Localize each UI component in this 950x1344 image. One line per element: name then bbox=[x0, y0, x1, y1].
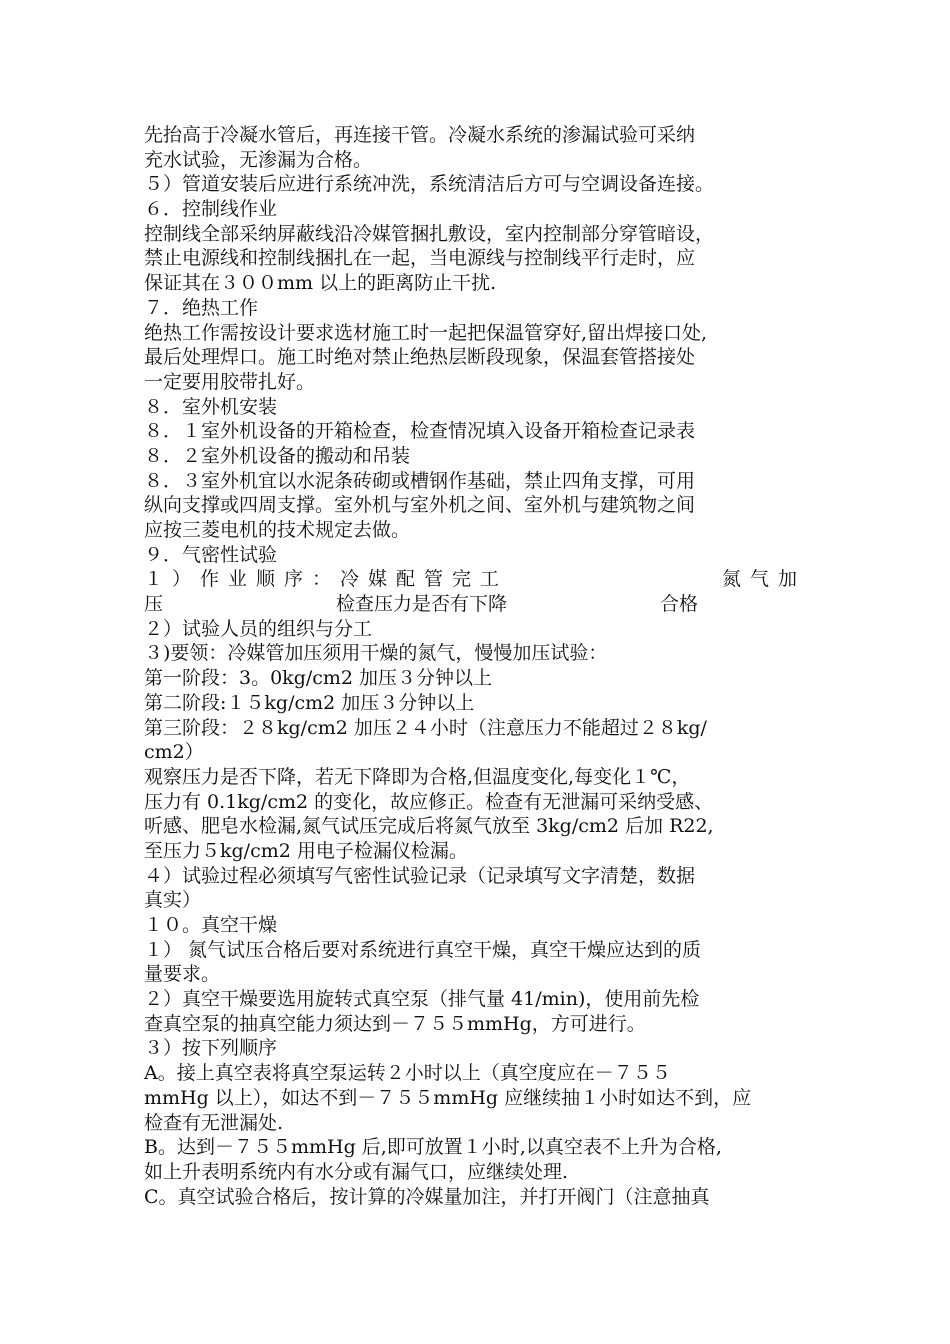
paragraph-line: 最后处理焊口。施工时绝对禁止绝热层断段现象，保温套管搭接处 bbox=[144, 346, 696, 369]
section-heading: ６．控制线作业 bbox=[144, 198, 278, 221]
sequence-steps: １）作业顺序：冷媒配管完工 bbox=[144, 568, 509, 591]
paragraph-line: B。达到－７５５mmHg 后,即可放置１小时,以真空表不上升为合格, bbox=[144, 1136, 722, 1159]
paragraph-line: 控制线全部采纳屏蔽线沿冷媒管捆扎敷设，室内控制部分穿管暗设， bbox=[144, 222, 715, 245]
paragraph-line: 纵向支撑或四周支撑。室外机与室外机之间、室外机与建筑物之间 bbox=[144, 494, 696, 517]
paragraph-line: 先抬高于冷凝水管后，再连接干管。冷凝水系统的渗漏试验可采纳 bbox=[144, 124, 696, 146]
sequence-line-2 bbox=[144, 592, 814, 617]
paragraph-line: 至压力５kg/cm2 用电子检漏仪检漏。 bbox=[144, 839, 468, 862]
sequence-line-1 bbox=[144, 567, 814, 592]
paragraph-line: A。接上真空表将真空泵运转２小时以上（真空度应在－７５５ bbox=[144, 1062, 671, 1085]
paragraph-line: ８．３室外机宜以水泥条砖砌或槽钢作基础，禁止四角支撑，可用 bbox=[144, 469, 696, 492]
paragraph-line: ２）试验人员的组织与分工 bbox=[144, 617, 373, 640]
paragraph-line: cm2） bbox=[144, 741, 204, 764]
paragraph-line: 第三阶段：２８kg/cm2 加压２４小时（注意压力不能超过２８kg/ bbox=[144, 716, 707, 739]
paragraph-line: 第一阶段：3。0kg/cm2 加压３分钟以上 bbox=[144, 667, 493, 690]
section-heading: １０。真空干燥 bbox=[144, 914, 278, 936]
paragraph-line: 保证其在３００mm 以上的距离防止干扰. bbox=[144, 272, 497, 295]
section-heading: ８．室外机安装 bbox=[144, 395, 278, 418]
paragraph-line: 听感、肥皂水检漏,氮气试压完成后将氮气放至 3kg/cm2 后加 R22, bbox=[144, 815, 714, 838]
paragraph-line: ２）真空干燥要选用旋转式真空泵（排气量 41/min)，使用前先检 bbox=[144, 988, 700, 1011]
document-body bbox=[144, 123, 814, 1209]
paragraph-line: 一定要用胶带扎好。 bbox=[144, 370, 316, 393]
section-heading: ９．气密性试验 bbox=[144, 543, 278, 566]
paragraph-line: 观察压力是否下降，若无下降即为合格,但温度变化,每变化１℃， bbox=[144, 765, 691, 788]
paragraph-line: 充水试验，无渗漏为合格。 bbox=[144, 148, 373, 171]
paragraph-line: 第二阶段:１５kg/cm2 加压３分钟以上 bbox=[144, 691, 475, 714]
paragraph-line: 应按三菱电机的技术规定去做。 bbox=[144, 519, 411, 541]
paragraph-line: 如上升表明系统内有水分或有漏气口，应继续处理. bbox=[144, 1160, 569, 1183]
paragraph-line: 检查有无泄漏处. bbox=[144, 1111, 284, 1134]
paragraph-line: 压力有 0.1kg/cm2 的变化，故应修正。检查有无泄漏可采纳受感、 bbox=[144, 790, 714, 813]
paragraph-line: ５）管道安装后应进行系统冲洗，系统清洁后方可与空调设备连接。 bbox=[144, 173, 715, 196]
paragraph-line: 查真空泵的抽真空能力须达到－７５５mmHg，方可进行。 bbox=[144, 1012, 646, 1035]
section-heading: ７．绝热工作 bbox=[144, 296, 259, 319]
sequence-pressurize: 压 bbox=[144, 593, 164, 616]
paragraph-line: ３)要领：冷媒管加压须用干燥的氮气，慢慢加压试验： bbox=[144, 642, 608, 665]
paragraph-line: ４）试验过程必须填写气密性试验记录（记录填写文字清楚，数据 bbox=[144, 864, 696, 887]
sequence-check: 检查压力是否有下降 bbox=[336, 593, 508, 616]
paragraph-line: ８．２室外机设备的搬动和吊装 bbox=[144, 444, 411, 467]
paragraph-line: ８．１室外机设备的开箱检查，检查情况填入设备开箱检查记录表 bbox=[144, 420, 696, 443]
paragraph-line: mmHg 以上），如达不到－７５５mmHg 应继续抽１小时如达不到，应 bbox=[144, 1086, 752, 1109]
paragraph-line: 绝热工作需按设计要求选材施工时一起把保温管穿好,留出焊接口处, bbox=[144, 321, 708, 344]
paragraph-line: ３）按下列顺序 bbox=[144, 1037, 278, 1060]
paragraph-line: C。真空试验合格后，按计算的冷媒量加注，并打开阀门（注意抽真 bbox=[144, 1185, 710, 1208]
paragraph-line: 禁止电源线和控制线捆扎在一起，当电源线与控制线平行走时，应 bbox=[144, 247, 696, 270]
sequence-nitrogen: 氮气加 bbox=[722, 568, 807, 591]
paragraph-line: 量要求。 bbox=[144, 963, 221, 986]
paragraph-line: １） 氮气试压合格后要对系统进行真空干燥，真空干燥应达到的质 bbox=[144, 938, 702, 961]
paragraph-line: 真实） bbox=[144, 889, 202, 912]
sequence-pass: 合格 bbox=[660, 593, 699, 616]
